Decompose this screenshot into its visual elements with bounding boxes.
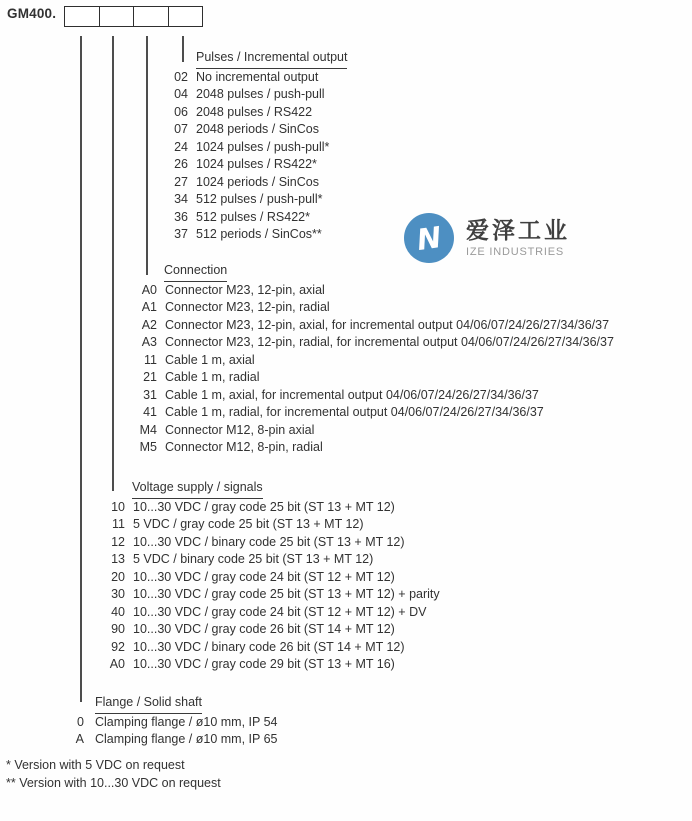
- option-code: A: [75, 732, 84, 746]
- option-code: 0: [77, 714, 84, 729]
- option-desc: Cable 1 m, axial: [165, 352, 255, 367]
- option-desc: 10...30 VDC / gray code 25 bit (ST 13 + MT 12) + parity: [133, 587, 440, 601]
- option-desc: 512 pulses / RS422*: [196, 209, 310, 224]
- option-row: [0, 139, 692, 157]
- option-row: [0, 104, 692, 122]
- option-row: [0, 534, 692, 552]
- option-code: 92: [111, 639, 125, 654]
- option-desc: 10...30 VDC / gray code 29 bit (ST 13 + MT 16): [133, 657, 395, 671]
- option-code: 40: [111, 604, 125, 619]
- option-row: [0, 121, 692, 139]
- option-row: [0, 299, 692, 317]
- option-desc: Cable 1 m, axial, for incremental output 04/06/07/24/26/27/34/36/37: [165, 387, 539, 402]
- option-desc: 2048 pulses / push-pull: [196, 87, 325, 101]
- option-row: [0, 352, 692, 370]
- option-code: M4: [139, 422, 157, 437]
- option-row: [0, 209, 692, 227]
- option-desc: Clamping flange / ø10 mm, IP 54: [95, 714, 278, 729]
- option-desc: Cable 1 m, radial: [165, 370, 260, 384]
- option-desc: 10...30 VDC / gray code 24 bit (ST 12 + MT 12): [133, 569, 395, 584]
- option-row: [0, 604, 692, 622]
- option-code: A0: [109, 657, 125, 671]
- option-code: 02: [174, 69, 188, 84]
- option-desc: 512 pulses / push-pull*: [196, 192, 323, 206]
- option-code: 11: [112, 517, 125, 531]
- product-prefix: GM400.: [7, 6, 57, 21]
- option-code: 21: [143, 370, 157, 384]
- option-desc: Connector M12, 8-pin axial: [165, 422, 315, 437]
- option-desc: 512 periods / SinCos**: [196, 227, 322, 241]
- footnotes: [6, 757, 221, 792]
- option-row: [0, 282, 692, 300]
- option-desc: Connector M23, 12-pin, axial, for incremental output 04/06/07/24/26/27/34/36/37: [165, 317, 610, 332]
- option-code: 04: [174, 87, 188, 101]
- option-desc: No incremental output: [196, 69, 319, 84]
- code-box-cell-2: [99, 7, 134, 26]
- option-desc: Clamping flange / ø10 mm, IP 65: [95, 732, 278, 746]
- option-row: [0, 369, 692, 387]
- option-row: [0, 731, 692, 749]
- option-desc: Connector M23, 12-pin, axial: [165, 282, 325, 297]
- option-row: [0, 422, 692, 440]
- option-row: [0, 191, 692, 209]
- option-code: 31: [143, 387, 157, 402]
- option-row: [0, 226, 692, 244]
- option-code: 37: [174, 227, 188, 241]
- option-row: [0, 387, 692, 405]
- option-code: 34: [174, 192, 188, 206]
- option-desc: 10...30 VDC / gray code 24 bit (ST 12 + MT 12) + DV: [133, 604, 427, 619]
- ize-logo-icon: [404, 213, 454, 263]
- section-flange-title: Flange / Solid shaft: [95, 694, 202, 714]
- option-desc: 2048 periods / SinCos: [196, 122, 319, 136]
- option-desc: 10...30 VDC / gray code 26 bit (ST 14 + MT 12): [133, 622, 395, 636]
- footnote-double-asterisk: ** Version with 10...30 VDC on request: [6, 775, 221, 790]
- option-row: [0, 69, 692, 87]
- option-code: 06: [174, 104, 188, 119]
- option-code: 27: [174, 174, 188, 189]
- section-pulses-title: Pulses / Incremental output: [196, 49, 347, 69]
- section-voltage-title: Voltage supply / signals: [132, 479, 263, 499]
- option-row: [0, 621, 692, 639]
- option-code: A3: [141, 335, 157, 349]
- option-code: 24: [174, 139, 188, 154]
- option-desc: 1024 periods / SinCos: [196, 174, 319, 189]
- section-voltage: [0, 479, 692, 674]
- option-desc: 2048 pulses / RS422: [196, 104, 313, 119]
- option-code: 30: [111, 587, 125, 601]
- option-code: A0: [141, 282, 157, 297]
- section-flange: [0, 694, 692, 749]
- option-code: M5: [139, 440, 157, 454]
- option-code: 20: [111, 569, 125, 584]
- logo-english-name: IZE INDUSTRIES: [466, 245, 564, 258]
- option-row: [0, 499, 692, 517]
- option-desc: 5 VDC / binary code 25 bit (ST 13 + MT 12): [133, 552, 374, 566]
- code-box-cell-4: [168, 7, 203, 26]
- option-desc: Connector M23, 12-pin, radial: [165, 300, 330, 314]
- option-desc: 10...30 VDC / binary code 26 bit (ST 14 + MT 12): [133, 639, 405, 654]
- option-desc: 1024 pulses / push-pull*: [196, 139, 330, 154]
- ize-industries-logo: [404, 213, 570, 263]
- footnote-single-asterisk: * Version with 5 VDC on request: [6, 758, 185, 772]
- option-code: 07: [174, 122, 188, 136]
- option-desc: 1024 pulses / RS422*: [196, 157, 317, 171]
- option-desc: Connector M12, 8-pin, radial: [165, 440, 323, 454]
- option-code: 26: [174, 157, 188, 171]
- ordering-code-box: [64, 6, 203, 27]
- option-desc: 5 VDC / gray code 25 bit (ST 13 + MT 12): [133, 517, 364, 531]
- option-code: A1: [141, 300, 157, 314]
- option-code: 13: [111, 552, 125, 566]
- option-row: [0, 656, 692, 674]
- option-desc: 10...30 VDC / gray code 25 bit (ST 13 + MT 12): [133, 499, 395, 514]
- option-code: 41: [143, 405, 157, 419]
- option-row: [0, 174, 692, 192]
- section-pulses: [0, 49, 692, 244]
- option-row: [0, 551, 692, 569]
- code-box-cell-1: [65, 7, 99, 26]
- option-row: [0, 714, 692, 732]
- option-code: 90: [111, 622, 125, 636]
- option-row: [0, 317, 692, 335]
- option-row: [0, 334, 692, 352]
- option-code: 10: [111, 499, 125, 514]
- option-row: [0, 404, 692, 422]
- logo-chinese-name: 爱泽工业: [466, 217, 570, 244]
- option-code: 12: [111, 534, 125, 549]
- option-desc: 10...30 VDC / binary code 25 bit (ST 13 + MT 12): [133, 534, 405, 549]
- section-connection: [0, 262, 692, 457]
- option-desc: Cable 1 m, radial, for incremental output 04/06/07/24/26/27/34/36/37: [165, 405, 544, 419]
- section-connection-title: Connection: [164, 262, 227, 282]
- svg-text:N: N: [414, 219, 444, 258]
- option-row: [0, 639, 692, 657]
- option-code: 11: [144, 352, 157, 367]
- option-row: [0, 516, 692, 534]
- option-row: [0, 569, 692, 587]
- option-row: [0, 586, 692, 604]
- option-code: 36: [174, 209, 188, 224]
- option-desc: Connector M23, 12-pin, radial, for incremental output 04/06/07/24/26/27/34/36/37: [165, 335, 614, 349]
- code-box-cell-3: [133, 7, 168, 26]
- option-code: A2: [141, 317, 157, 332]
- option-row: [0, 439, 692, 457]
- option-row: [0, 86, 692, 104]
- option-row: [0, 156, 692, 174]
